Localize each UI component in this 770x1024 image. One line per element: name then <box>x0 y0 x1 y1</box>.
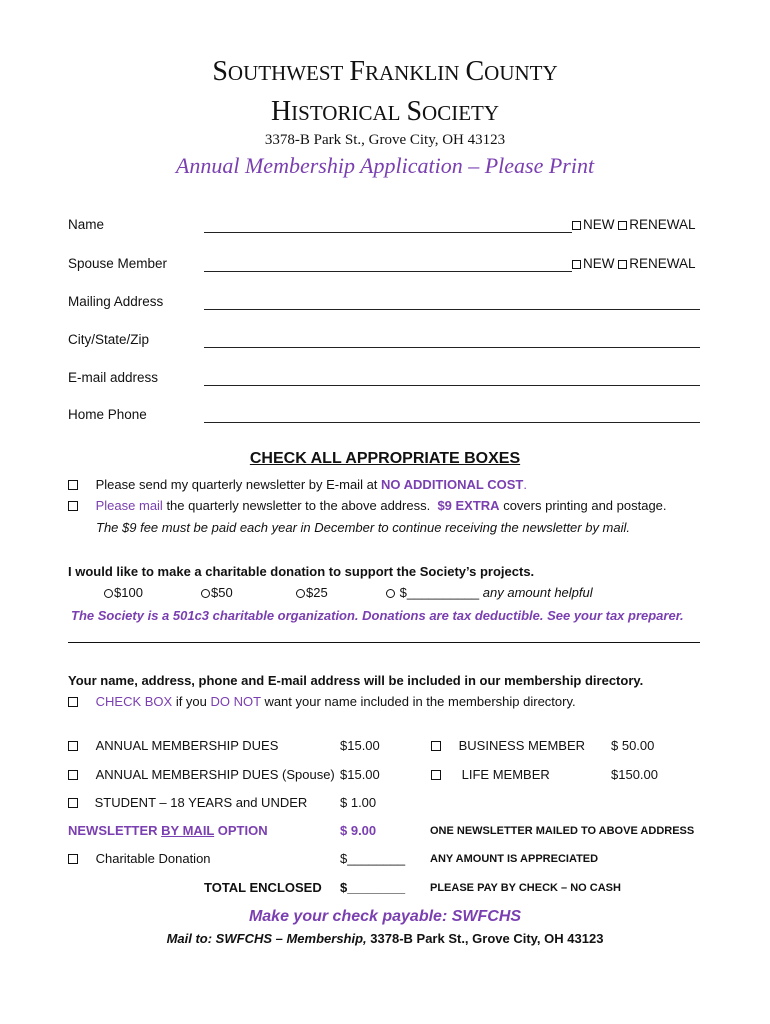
title-line-2: HISTORICAL SOCIETY <box>270 96 500 127</box>
fee-note: The $9 fee must be paid each year in December to continue receiving the newsletter by mail. <box>96 520 631 535</box>
annual-dues-amount: $15.00 <box>340 738 380 753</box>
newsletter-mail-option: NEWSLETTER BY MAIL OPTION <box>68 823 268 838</box>
directory-opt-out-option: CHECK BOX if you DO NOT want your name included in the membership directory. <box>68 694 576 709</box>
check-payable-to: Make your check payable: SWFCHS <box>248 908 522 925</box>
email-newsletter-checkbox[interactable] <box>68 480 78 490</box>
student-dues-checkbox[interactable] <box>68 798 78 808</box>
directory-notice: Your name, address, phone and E-mail address will be included in our membership directory. <box>68 673 644 688</box>
donation-option-other[interactable]: $__________ any amount helpful <box>386 585 593 600</box>
society-address: 3378-B Park St., Grove City, OH 43123 <box>264 132 506 148</box>
field-label-mailing-address: Mailing Address <box>68 294 164 309</box>
dues-spouse-row: ANNUAL MEMBERSHIP DUES (Spouse) <box>68 767 335 782</box>
title-line-1: SOUTHWEST FRANKLIN COUNTY <box>212 56 558 87</box>
total-enclosed-label: TOTAL ENCLOSED <box>204 880 322 895</box>
mail-newsletter-option: Please mail the quarterly newsletter to the above address. $9 EXTRA covers printing and postage. <box>68 498 667 513</box>
student-dues-amount: $ 1.00 <box>340 795 377 810</box>
spouse-input-line[interactable] <box>204 271 572 272</box>
directory-opt-out-checkbox[interactable] <box>68 697 78 707</box>
spouse-dues-checkbox[interactable] <box>68 770 78 780</box>
total-enclosed-amount[interactable]: $________ <box>340 880 406 895</box>
field-label-city-state-zip: City/State/Zip <box>68 332 150 347</box>
donation-option-25[interactable]: $25 <box>296 585 328 600</box>
field-label-email: E-mail address <box>68 370 159 385</box>
tax-deductible-note: The Society is a 501c3 charitable organization. Donations are tax deductible. See your tax preparer. <box>71 608 684 623</box>
annual-dues-checkbox[interactable] <box>68 741 78 751</box>
dues-student-row: STUDENT – 18 YEARS and UNDER <box>68 795 307 810</box>
life-member-checkbox[interactable] <box>431 770 441 780</box>
section-divider <box>68 642 700 643</box>
email-input-line[interactable] <box>204 385 700 386</box>
field-label-home-phone: Home Phone <box>68 407 147 422</box>
name-input-line[interactable] <box>204 232 572 233</box>
donation-100-radio[interactable] <box>104 589 113 598</box>
donation-other-radio[interactable] <box>386 589 395 598</box>
donation-50-radio[interactable] <box>201 589 210 598</box>
spouse-new-checkbox[interactable] <box>572 260 581 269</box>
email-newsletter-option: Please send my quarterly newsletter by E-mail at NO ADDITIONAL COST. <box>68 477 527 492</box>
spouse-renewal-checkbox[interactable] <box>618 260 627 269</box>
field-label-name: Name <box>68 217 105 232</box>
mailing-address-input-line[interactable] <box>204 309 700 310</box>
mail-newsletter-checkbox[interactable] <box>68 501 78 511</box>
dues-business-row: BUSINESS MEMBER <box>431 738 585 753</box>
name-new-checkbox[interactable] <box>572 221 581 230</box>
charitable-donation-note: ANY AMOUNT IS APPRECIATED <box>430 853 599 865</box>
donation-option-50[interactable]: $50 <box>201 585 233 600</box>
donation-intro: I would like to make a charitable donation to support the Society’s projects. <box>68 564 535 579</box>
life-member-amount: $150.00 <box>611 767 658 782</box>
home-phone-input-line[interactable] <box>204 422 700 423</box>
dues-charitable-row: Charitable Donation <box>68 851 211 866</box>
dues-life-row: LIFE MEMBER <box>431 767 550 782</box>
spouse-member-type: NEW RENEWAL <box>572 256 696 271</box>
form-subtitle: Annual Membership Application – Please Print <box>175 153 595 178</box>
payment-note: PLEASE PAY BY CHECK – NO CASH <box>430 882 621 894</box>
newsletter-mail-note: ONE NEWSLETTER MAILED TO ABOVE ADDRESS <box>430 825 695 837</box>
spouse-dues-amount: $15.00 <box>340 767 380 782</box>
mail-to-address: Mail to: SWFCHS – Membership, 3378-B Park St., Grove City, OH 43123 <box>166 931 604 946</box>
check-boxes-heading: CHECK ALL APPROPRIATE BOXES <box>249 450 521 467</box>
newsletter-mail-amount: $ 9.00 <box>340 823 377 838</box>
business-member-amount: $ 50.00 <box>611 738 655 753</box>
charitable-donation-checkbox[interactable] <box>68 854 78 864</box>
business-member-checkbox[interactable] <box>431 741 441 751</box>
name-member-type: NEW RENEWAL <box>572 217 696 232</box>
charitable-donation-amount[interactable]: $________ <box>340 851 406 866</box>
field-label-spouse: Spouse Member <box>68 256 168 271</box>
dues-annual-row: ANNUAL MEMBERSHIP DUES <box>68 738 278 753</box>
donation-25-radio[interactable] <box>296 589 305 598</box>
city-state-zip-input-line[interactable] <box>204 347 700 348</box>
name-renewal-checkbox[interactable] <box>618 221 627 230</box>
donation-option-100[interactable]: $100 <box>104 585 143 600</box>
